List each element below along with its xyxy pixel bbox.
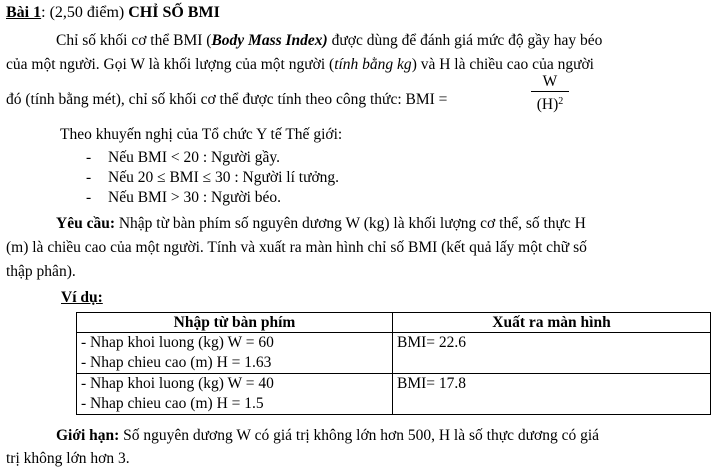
intro-line-1 [56,32,602,50]
list-item [86,189,281,207]
output-cell [393,374,711,415]
intro-line-2 [6,56,594,74]
recommend-lead: Theo khuyến nghị của Tổ chức Y tế Thế giới: [60,126,343,143]
formula-numerator: W [542,73,558,90]
input-cell [77,333,393,374]
input-line: - Nhap khoi luong (kg) W = 40 [81,375,274,392]
requirement-line-3: thập phân). [6,263,76,280]
column-header-output: Xuất ra màn hình [393,313,711,333]
intro-emphasis: tính bằng kg [334,56,412,73]
formula-exponent: 2 [558,96,564,107]
list-item-text: Nếu BMI < 20 : Người gầy. [108,149,280,166]
input-cell [77,374,393,415]
bullet-dash: - [86,189,92,206]
intro-emphasis: Body Mass Index) [211,32,328,49]
limits-line-1 [56,427,599,445]
requirement-label: Yêu cầu: [56,215,115,232]
intro-text: Chỉ số khối cơ thể BMI ( [56,32,212,49]
requirement-line-2: (m) là chiều cao của một người. Tính và xuất ra màn hình chỉ số BMI (kết quả lấy một chữ số [6,239,587,256]
table-header-row [77,313,711,333]
fraction-bar [531,91,569,92]
column-header-input: Nhập từ bàn phím [77,313,393,333]
bullet-dash: - [86,169,92,186]
example-table [76,312,711,415]
table-row [77,333,711,374]
limits-label: Giới hạn: [56,427,120,444]
intro-text: được dùng để đánh giá mức độ gầy hay béo [327,32,603,49]
bullet-dash: - [86,149,92,166]
list-item-text: Nếu BMI > 30 : Người béo. [108,189,282,206]
example-label: Ví dụ: [61,289,103,306]
table-row [77,374,711,415]
intro-text: ) và H là chiều cao của người [411,56,594,73]
problem-title [6,4,220,22]
input-line: - Nhap chieu cao (m) H = 1.63 [81,354,272,371]
input-line: - Nhap chieu cao (m) H = 1.5 [81,395,264,412]
formula-denominator: $(H)^2$ [536,96,564,113]
requirement-text: Nhập từ bàn phím số nguyên dương W (kg) là khối lượng cơ thể, số thực H [114,215,586,232]
list-item-text: Nếu 20 ≤ BMI ≤ 30 : Người lí tưởng. [108,169,340,186]
output-line: BMI= 17.8 [397,375,467,392]
output-line: BMI= 22.6 [397,334,467,351]
requirement-line-1 [56,215,586,233]
limits-text: Số nguyên dương W có giá trị không lớn hơn 500, H là số thực dương có giá [119,427,600,444]
problem-number: Bài 1 [6,4,42,21]
intro-line-3: đó (tính bằng mét), chỉ số khối cơ thể được tính theo công thức: BMI = [6,91,448,108]
limits-line-2: trị không lớn hơn 3. [6,450,130,467]
input-line: - Nhap khoi luong (kg) W = 60 [81,334,274,351]
problem-name: CHỈ SỐ BMI [128,4,220,21]
problem-points: : (2,50 điểm) [41,4,129,21]
list-item [86,169,339,187]
output-cell [393,333,711,374]
list-item [86,149,280,167]
intro-text: của một người. Gọi W là khối lượng của một người ( [6,56,335,73]
bmi-formula [531,74,569,113]
